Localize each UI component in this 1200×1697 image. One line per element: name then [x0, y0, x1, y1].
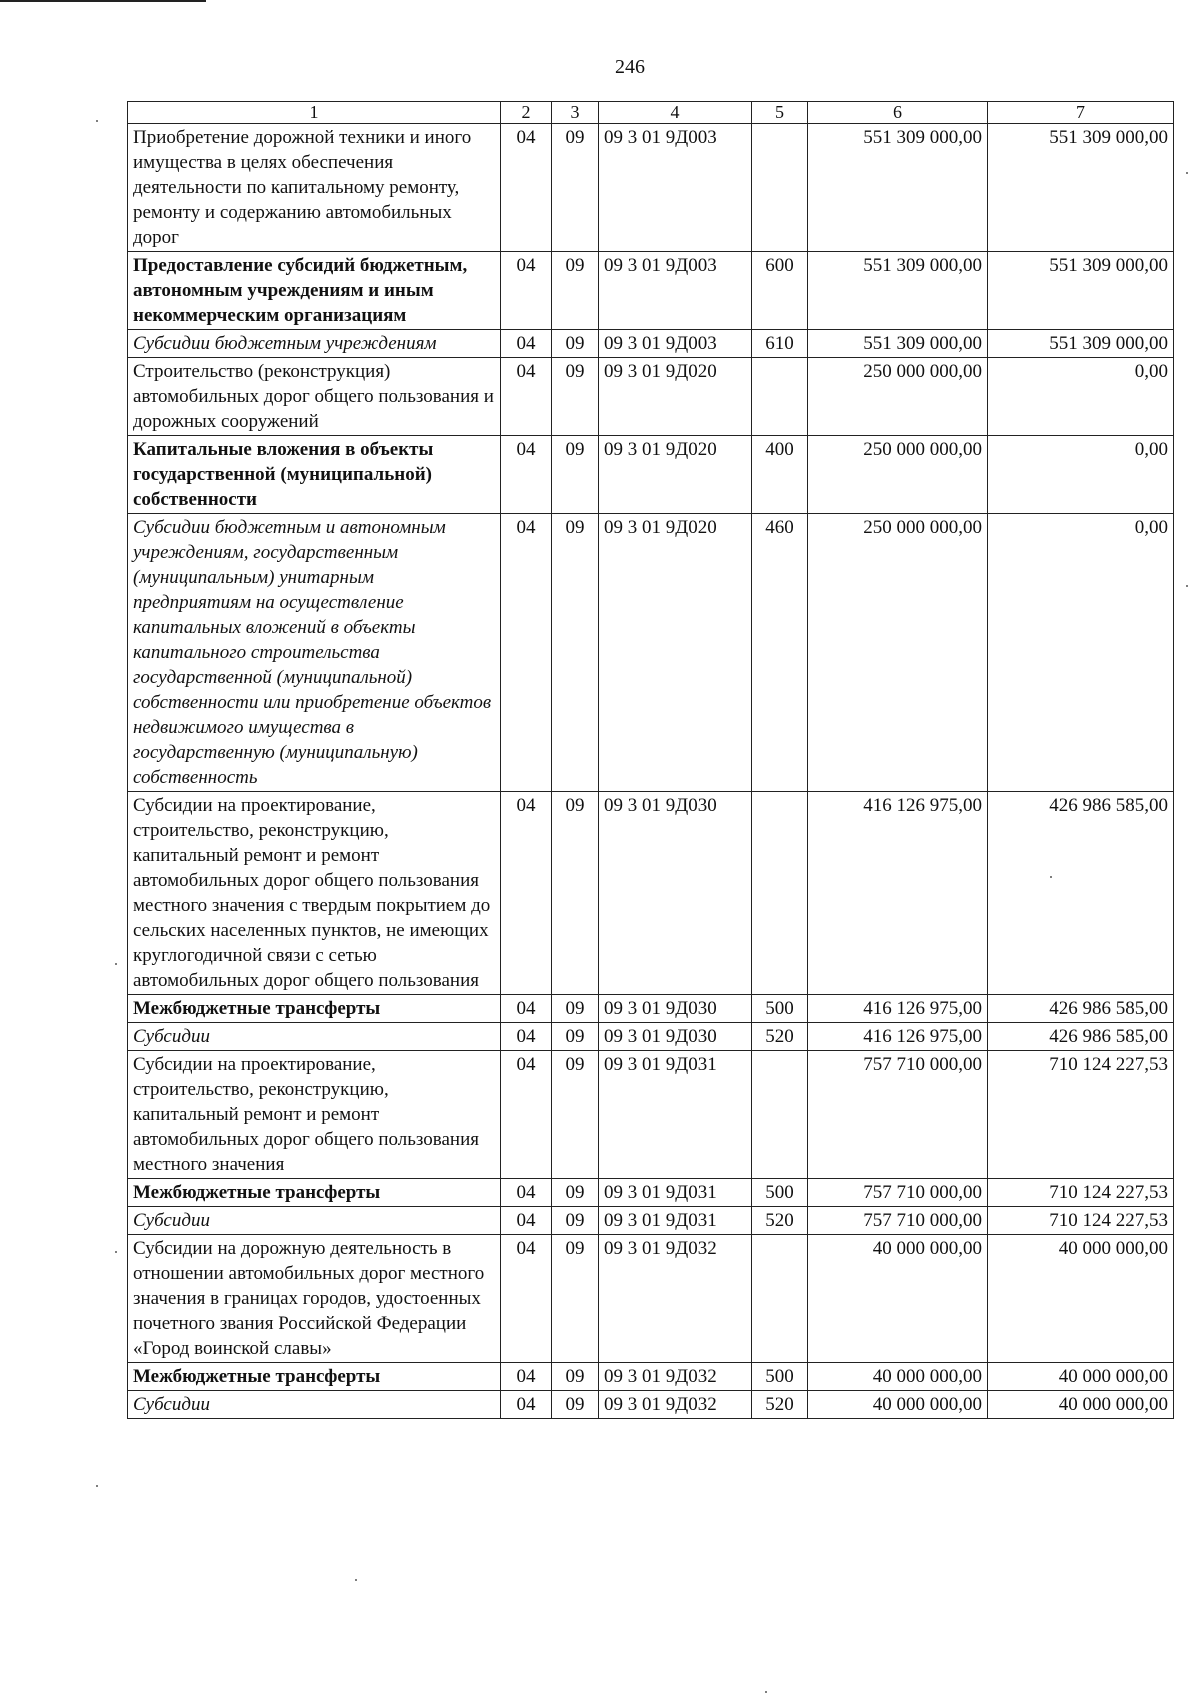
row-expense-type: 610: [752, 330, 808, 358]
row-amount-year-2: 0,00: [988, 436, 1174, 514]
scan-speck: [765, 1691, 767, 1693]
row-subsection-code: 09: [552, 1391, 599, 1419]
page-number: 246: [615, 56, 645, 78]
header-col-7: 7: [988, 102, 1174, 124]
row-target-article: 09 3 01 9Д031: [599, 1207, 752, 1235]
row-expense-type: 500: [752, 995, 808, 1023]
header-col-6: 6: [808, 102, 988, 124]
table-row: [128, 436, 1174, 514]
scan-speck: [355, 1579, 357, 1581]
row-expense-type: [752, 124, 808, 252]
table-row: [128, 1391, 1174, 1419]
row-subsection-code: 09: [552, 792, 599, 995]
row-section-code: 04: [501, 1179, 552, 1207]
row-section-code: 04: [501, 514, 552, 792]
row-amount-year-2: 551 309 000,00: [988, 124, 1174, 252]
header-col-2: 2: [501, 102, 552, 124]
table-row: [128, 1207, 1174, 1235]
row-section-code: 04: [501, 252, 552, 330]
row-amount-year-1: 416 126 975,00: [808, 792, 988, 995]
row-description: Капитальные вложения в объекты государственной (муниципальной) собственности: [128, 436, 501, 514]
row-amount-year-2: 0,00: [988, 514, 1174, 792]
row-subsection-code: 09: [552, 124, 599, 252]
row-subsection-code: 09: [552, 330, 599, 358]
row-expense-type: [752, 1051, 808, 1179]
row-description: Субсидии на дорожную деятельность в отношении автомобильных дорог местного значения в границах городов, удостоенных почетного звания Российской Федерации «Город воинской славы»: [128, 1235, 501, 1363]
row-amount-year-2: 710 124 227,53: [988, 1179, 1174, 1207]
row-amount-year-1: 40 000 000,00: [808, 1391, 988, 1419]
table-row: [128, 1363, 1174, 1391]
row-description: Субсидии на проектирование, строительство, реконструкцию, капитальный ремонт и ремонт автомобильных дорог общего пользования местного значения: [128, 1051, 501, 1179]
row-target-article: 09 3 01 9Д003: [599, 330, 752, 358]
row-target-article: 09 3 01 9Д030: [599, 1023, 752, 1051]
row-subsection-code: 09: [552, 514, 599, 792]
table-row: [128, 1179, 1174, 1207]
row-target-article: 09 3 01 9Д031: [599, 1179, 752, 1207]
row-section-code: 04: [501, 995, 552, 1023]
row-amount-year-1: 416 126 975,00: [808, 1023, 988, 1051]
row-description: Межбюджетные трансферты: [128, 995, 501, 1023]
row-section-code: 04: [501, 436, 552, 514]
row-expense-type: 520: [752, 1391, 808, 1419]
row-subsection-code: 09: [552, 1179, 599, 1207]
row-expense-type: 600: [752, 252, 808, 330]
row-amount-year-1: 40 000 000,00: [808, 1235, 988, 1363]
row-amount-year-2: 40 000 000,00: [988, 1235, 1174, 1363]
row-subsection-code: 09: [552, 1207, 599, 1235]
row-amount-year-2: 426 986 585,00: [988, 792, 1174, 995]
row-amount-year-1: 40 000 000,00: [808, 1363, 988, 1391]
row-amount-year-2: 426 986 585,00: [988, 1023, 1174, 1051]
scan-speck: [115, 963, 117, 965]
row-target-article: 09 3 01 9Д032: [599, 1235, 752, 1363]
row-description: Субсидии: [128, 1207, 501, 1235]
row-amount-year-2: 40 000 000,00: [988, 1391, 1174, 1419]
row-description: Субсидии бюджетным и автономным учреждениям, государственным (муниципальным) унитарным предприятиям на осуществление капитальных вложений в объекты капитального строительства государственной (муниципальной) собственности или приобретение объектов недвижимого имущества в государственную (муниципальную) собственность: [128, 514, 501, 792]
row-subsection-code: 09: [552, 1235, 599, 1363]
header-col-3: 3: [552, 102, 599, 124]
row-section-code: 04: [501, 124, 552, 252]
scan-speck: [1186, 172, 1188, 174]
row-description: Субсидии: [128, 1391, 501, 1419]
row-amount-year-1: 551 309 000,00: [808, 330, 988, 358]
row-section-code: 04: [501, 1391, 552, 1419]
row-expense-type: [752, 1235, 808, 1363]
row-subsection-code: 09: [552, 436, 599, 514]
row-target-article: 09 3 01 9Д020: [599, 514, 752, 792]
row-expense-type: [752, 358, 808, 436]
row-description: Строительство (реконструкция) автомобильных дорог общего пользования и дорожных сооружений: [128, 358, 501, 436]
header-col-5: 5: [752, 102, 808, 124]
row-subsection-code: 09: [552, 358, 599, 436]
header-col-4: 4: [599, 102, 752, 124]
table-row: [128, 792, 1174, 995]
row-amount-year-1: 250 000 000,00: [808, 436, 988, 514]
scan-speck: [1050, 876, 1052, 878]
row-description: Межбюджетные трансферты: [128, 1179, 501, 1207]
row-amount-year-1: 551 309 000,00: [808, 124, 988, 252]
table-row: [128, 1023, 1174, 1051]
row-target-article: 09 3 01 9Д032: [599, 1391, 752, 1419]
row-amount-year-2: 551 309 000,00: [988, 330, 1174, 358]
row-section-code: 04: [501, 1363, 552, 1391]
row-amount-year-1: 757 710 000,00: [808, 1051, 988, 1179]
row-description: Приобретение дорожной техники и иного имущества в целях обеспечения деятельности по капитальному ремонту, ремонту и содержанию автомобильных дорог: [128, 124, 501, 252]
row-target-article: 09 3 01 9Д003: [599, 252, 752, 330]
table-row: [128, 1235, 1174, 1363]
row-amount-year-1: 757 710 000,00: [808, 1207, 988, 1235]
row-section-code: 04: [501, 1023, 552, 1051]
row-target-article: 09 3 01 9Д032: [599, 1363, 752, 1391]
table-row: [128, 330, 1174, 358]
row-description: Субсидии на проектирование, строительство, реконструкцию, капитальный ремонт и ремонт автомобильных дорог общего пользования местного значения с твердым покрытием до сельских населенных пунктов, не имеющих круглогодичной связи с сетью автомобильных дорог общего пользования: [128, 792, 501, 995]
row-amount-year-2: 0,00: [988, 358, 1174, 436]
row-target-article: 09 3 01 9Д030: [599, 792, 752, 995]
row-section-code: 04: [501, 1235, 552, 1363]
row-description: Межбюджетные трансферты: [128, 1363, 501, 1391]
table-header-row: [128, 102, 1174, 124]
row-target-article: 09 3 01 9Д031: [599, 1051, 752, 1179]
row-amount-year-1: 250 000 000,00: [808, 514, 988, 792]
row-subsection-code: 09: [552, 1023, 599, 1051]
row-target-article: 09 3 01 9Д003: [599, 124, 752, 252]
row-description: Субсидии бюджетным учреждениям: [128, 330, 501, 358]
row-subsection-code: 09: [552, 1363, 599, 1391]
budget-table: [127, 101, 1174, 1419]
table-row: [128, 514, 1174, 792]
row-amount-year-1: 416 126 975,00: [808, 995, 988, 1023]
row-amount-year-1: 551 309 000,00: [808, 252, 988, 330]
row-expense-type: [752, 792, 808, 995]
row-amount-year-1: 757 710 000,00: [808, 1179, 988, 1207]
scan-speck: [1186, 585, 1188, 587]
table-row: [128, 124, 1174, 252]
row-expense-type: 520: [752, 1023, 808, 1051]
row-section-code: 04: [501, 330, 552, 358]
scan-speck: [115, 1251, 117, 1253]
row-amount-year-2: 426 986 585,00: [988, 995, 1174, 1023]
row-amount-year-2: 710 124 227,53: [988, 1051, 1174, 1179]
row-target-article: 09 3 01 9Д020: [599, 358, 752, 436]
scan-speck: [96, 120, 98, 122]
row-amount-year-2: 40 000 000,00: [988, 1363, 1174, 1391]
row-section-code: 04: [501, 1051, 552, 1179]
row-section-code: 04: [501, 792, 552, 995]
table-row: [128, 1051, 1174, 1179]
row-expense-type: 500: [752, 1179, 808, 1207]
row-target-article: 09 3 01 9Д020: [599, 436, 752, 514]
table-row: [128, 358, 1174, 436]
row-description: Предоставление субсидий бюджетным, автономным учреждениям и иным некоммерческим организациям: [128, 252, 501, 330]
row-expense-type: 520: [752, 1207, 808, 1235]
row-amount-year-2: 710 124 227,53: [988, 1207, 1174, 1235]
row-expense-type: 400: [752, 436, 808, 514]
row-description: Субсидии: [128, 1023, 501, 1051]
row-target-article: 09 3 01 9Д030: [599, 995, 752, 1023]
row-subsection-code: 09: [552, 252, 599, 330]
table-row: [128, 252, 1174, 330]
table-row: [128, 995, 1174, 1023]
row-amount-year-1: 250 000 000,00: [808, 358, 988, 436]
row-subsection-code: 09: [552, 1051, 599, 1179]
scan-speck: [96, 1485, 98, 1487]
row-amount-year-2: 551 309 000,00: [988, 252, 1174, 330]
top-rule: [0, 0, 206, 2]
row-expense-type: 460: [752, 514, 808, 792]
row-subsection-code: 09: [552, 995, 599, 1023]
row-section-code: 04: [501, 358, 552, 436]
row-expense-type: 500: [752, 1363, 808, 1391]
row-section-code: 04: [501, 1207, 552, 1235]
header-col-1: 1: [128, 102, 501, 124]
